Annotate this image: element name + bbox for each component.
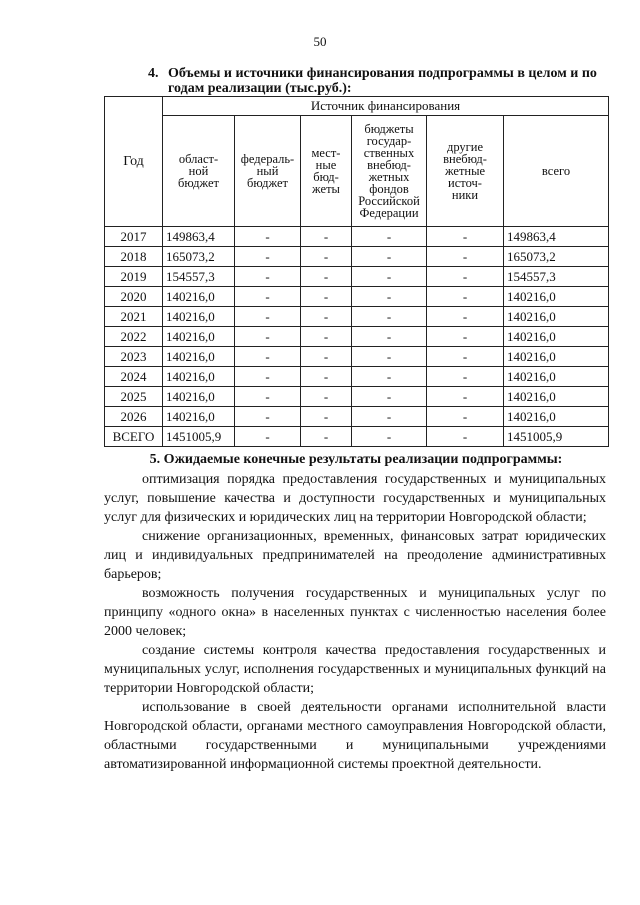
value-cell: - <box>352 407 427 427</box>
value-cell: - <box>301 367 352 387</box>
results-list <box>104 470 606 774</box>
value-cell: - <box>427 227 504 247</box>
value-cell: - <box>301 427 352 447</box>
column-header: федераль- ный бюджет <box>235 116 301 227</box>
value-cell: - <box>235 307 301 327</box>
value-cell: 165073,2 <box>163 247 235 267</box>
value-cell: - <box>427 407 504 427</box>
section-4-heading <box>148 66 608 96</box>
value-cell: - <box>352 327 427 347</box>
value-cell: - <box>235 387 301 407</box>
value-cell: 1451005,9 <box>163 427 235 447</box>
value-cell: 140216,0 <box>163 287 235 307</box>
year-cell: 2023 <box>105 347 163 367</box>
table-row <box>105 267 609 287</box>
value-cell: - <box>427 427 504 447</box>
value-cell: - <box>352 387 427 407</box>
value-cell: - <box>301 227 352 247</box>
value-cell: - <box>235 247 301 267</box>
value-cell: - <box>427 307 504 327</box>
value-cell: - <box>427 387 504 407</box>
column-header: бюджеты государ- ственных внебюд- жетных фондов Российской Федерации <box>352 116 427 227</box>
value-cell: 140216,0 <box>504 327 609 347</box>
value-cell: - <box>427 287 504 307</box>
year-cell: 2020 <box>105 287 163 307</box>
value-cell: 140216,0 <box>504 347 609 367</box>
year-cell: 2025 <box>105 387 163 407</box>
result-paragraph: использование в своей деятельности органами исполнительной власти Новгородской области, органами местного самоуправления Новгородской области, областными государственными и муниципальными учреждениями автоматизированной информационной системы проектной деятельности. <box>104 700 606 772</box>
year-cell: 2026 <box>105 407 163 427</box>
value-cell: - <box>352 227 427 247</box>
result-paragraph: возможность получения государственных и муниципальных услуг по принципу «одного окна» в населенных пунктах с численностью населения более 2000 человек; <box>104 586 606 639</box>
value-cell: 140216,0 <box>163 307 235 327</box>
value-cell: - <box>301 247 352 267</box>
result-paragraph: снижение организационных, временных, финансовых затрат юридических лиц и индивидуальных предпринимателей на преодоление административных барьеров; <box>104 529 606 582</box>
value-cell: - <box>301 387 352 407</box>
table-row <box>105 407 609 427</box>
value-cell: - <box>235 227 301 247</box>
value-cell: - <box>301 287 352 307</box>
column-header: всего <box>504 116 609 227</box>
value-cell: - <box>235 407 301 427</box>
value-cell: - <box>301 327 352 347</box>
table-row <box>105 367 609 387</box>
table-row <box>105 227 609 247</box>
value-cell: - <box>427 367 504 387</box>
year-cell: ВСЕГО <box>105 427 163 447</box>
value-cell: 1451005,9 <box>504 427 609 447</box>
table-row <box>105 287 609 307</box>
source-header: Источник финансирования <box>163 97 609 116</box>
year-cell: 2022 <box>105 327 163 347</box>
value-cell: 140216,0 <box>163 347 235 367</box>
value-cell: - <box>301 267 352 287</box>
value-cell: - <box>235 427 301 447</box>
table-row <box>105 327 609 347</box>
value-cell: - <box>301 407 352 427</box>
table-row <box>105 347 609 367</box>
value-cell: 154557,3 <box>163 267 235 287</box>
value-cell: - <box>352 247 427 267</box>
value-cell: - <box>235 327 301 347</box>
value-cell: - <box>352 367 427 387</box>
section-5-title: 5. Ожидаемые конечные результаты реализации подпрограммы: <box>149 452 563 467</box>
table-row <box>105 387 609 407</box>
value-cell: - <box>235 267 301 287</box>
year-cell: 2021 <box>105 307 163 327</box>
value-cell: 140216,0 <box>504 407 609 427</box>
value-cell: 140216,0 <box>163 407 235 427</box>
financing-table <box>104 96 609 447</box>
value-cell: - <box>235 347 301 367</box>
value-cell: 140216,0 <box>163 367 235 387</box>
value-cell: - <box>352 287 427 307</box>
value-cell: 140216,0 <box>504 287 609 307</box>
table-row <box>105 307 609 327</box>
year-cell: 2024 <box>105 367 163 387</box>
table-row <box>105 427 609 447</box>
value-cell: - <box>301 307 352 327</box>
value-cell: - <box>427 327 504 347</box>
value-cell: - <box>235 287 301 307</box>
value-cell: 149863,4 <box>504 227 609 247</box>
value-cell: - <box>427 347 504 367</box>
value-cell: - <box>427 247 504 267</box>
value-cell: - <box>352 267 427 287</box>
result-paragraph: создание системы контроля качества предоставления государственных и муниципальных услуг, исполнения государственных и муниципальных функций на территории Новгородской области; <box>104 643 606 696</box>
year-cell: 2017 <box>105 227 163 247</box>
column-header: мест- ные бюд- жеты <box>301 116 352 227</box>
value-cell: 154557,3 <box>504 267 609 287</box>
value-cell: 165073,2 <box>504 247 609 267</box>
value-cell: 140216,0 <box>504 307 609 327</box>
year-header: Год <box>105 97 163 227</box>
page-number: 50 <box>313 34 327 49</box>
year-cell: 2019 <box>105 267 163 287</box>
section-4-number: 4. <box>148 66 159 81</box>
value-cell: - <box>352 347 427 367</box>
value-cell: 140216,0 <box>163 327 235 347</box>
value-cell: 149863,4 <box>163 227 235 247</box>
value-cell: - <box>235 367 301 387</box>
value-cell: - <box>352 427 427 447</box>
result-paragraph: оптимизация порядка предоставления государственных и муниципальных услуг, повышение качества и доступности государственных и муниципальных услуг для физических и юридических лиц на территории Новгородской области; <box>104 472 606 525</box>
table-row <box>105 247 609 267</box>
value-cell: - <box>352 307 427 327</box>
value-cell: - <box>427 267 504 287</box>
section-4-title: Объемы и источники финансирования подпрограммы в целом и по годам реализации (тыс.руб.): <box>168 66 597 96</box>
value-cell: 140216,0 <box>163 387 235 407</box>
value-cell: 140216,0 <box>504 367 609 387</box>
year-cell: 2018 <box>105 247 163 267</box>
value-cell: - <box>301 347 352 367</box>
column-header: другие внебюд- жетные источ- ники <box>427 116 504 227</box>
column-header: област- ной бюджет <box>163 116 235 227</box>
value-cell: 140216,0 <box>504 387 609 407</box>
